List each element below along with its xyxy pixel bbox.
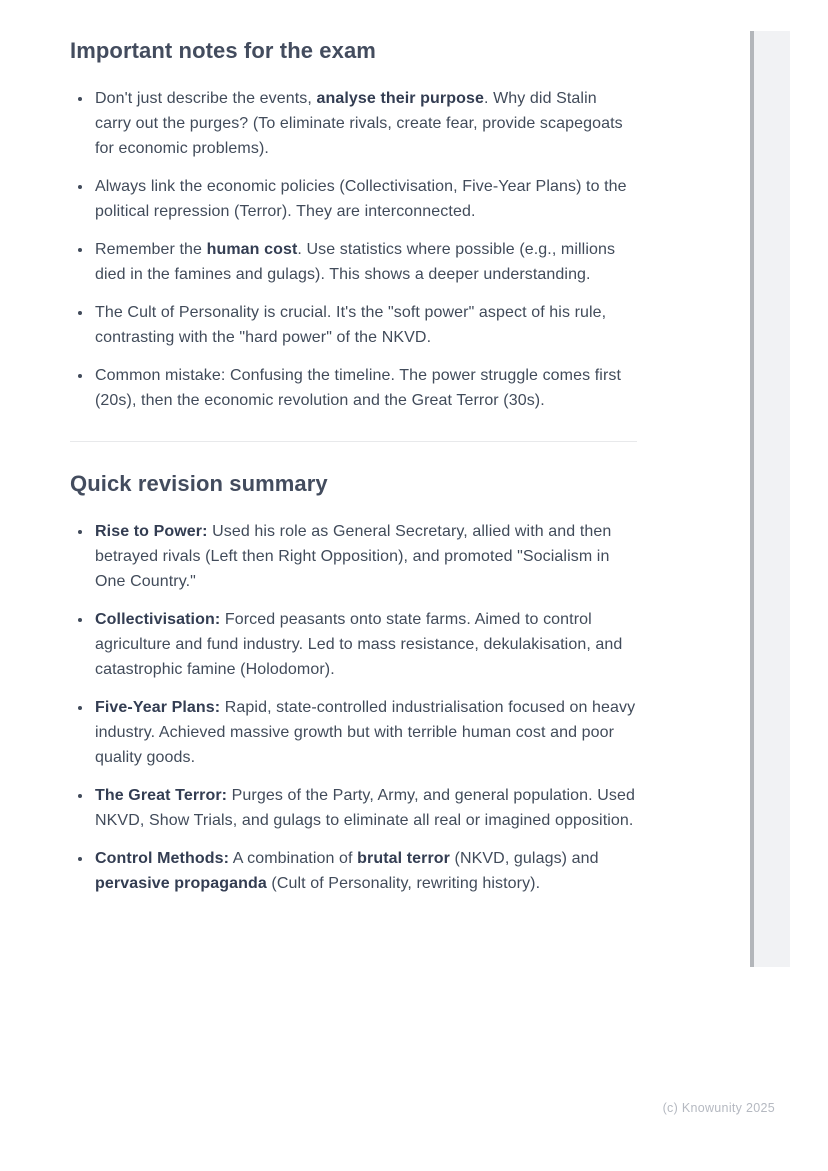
list-item-text: Don't just describe the events, analyse their purpose. Why did Stalin carry out the purges? (To eliminate rivals, create fear, provide scapegoats for economic problems).: [95, 90, 623, 157]
bullet-icon: [78, 374, 82, 378]
list-item-text: Always link the economic policies (Collectivisation, Five-Year Plans) to the political repression (Terror). They are interconnected.: [95, 178, 627, 220]
bullet-icon: [78, 857, 82, 861]
notes-content: [70, 38, 637, 896]
list-item: [70, 519, 637, 594]
bullet-icon: [78, 97, 82, 101]
list-item: [70, 607, 637, 682]
list-item: [70, 363, 637, 413]
list-item: [70, 783, 637, 833]
list-item-text: Collectivisation: Forced peasants onto state farms. Aimed to control agriculture and fund industry. Led to mass resistance, dekulakisation, and catastrophic famine (Holodomor).: [95, 611, 623, 678]
list-item: [70, 86, 637, 161]
section-heading-exam-notes: Important notes for the exam: [70, 38, 376, 63]
list-item: [70, 237, 637, 287]
revision-summary-list: [70, 519, 637, 896]
bullet-icon: [78, 311, 82, 315]
scrollbar-track[interactable]: [750, 31, 790, 967]
bullet-icon: [78, 248, 82, 252]
list-item: [70, 300, 637, 350]
list-item: [70, 846, 637, 896]
list-item-text: The Great Terror: Purges of the Party, Army, and general population. Used NKVD, Show Trials, and gulags to eliminate all real or imagined opposition.: [95, 787, 636, 829]
bullet-icon: [78, 530, 82, 534]
bullet-icon: [78, 618, 82, 622]
bullet-icon: [78, 706, 82, 710]
list-item: [70, 695, 637, 770]
list-item: [70, 174, 637, 224]
list-item-text: Five-Year Plans: Rapid, state-controlled industrialisation focused on heavy industry. Achieved massive growth but with terrible human cost and poor quality goods.: [95, 699, 636, 766]
bullet-icon: [78, 794, 82, 798]
list-item-text: Common mistake: Confusing the timeline. The power struggle comes first (20s), then the economic revolution and the Great Terror (30s).: [95, 367, 622, 409]
footer-credit: (c) Knowunity 2025: [662, 1101, 775, 1115]
exam-notes-list: [70, 86, 637, 413]
list-item-text: Control Methods: A combination of brutal terror (NKVD, gulags) and pervasive propaganda (Cult of Personality, rewriting history).: [95, 850, 599, 892]
section-heading-revision-summary: Quick revision summary: [70, 471, 328, 496]
section-divider: [70, 441, 637, 442]
list-item-text: Rise to Power: Used his role as General Secretary, allied with and then betrayed rivals (Left then Right Opposition), and promoted "Socialism in One Country.": [95, 523, 612, 590]
list-item-text: Remember the human cost. Use statistics where possible (e.g., millions died in the famines and gulags). This shows a deeper understanding.: [95, 241, 616, 283]
bullet-icon: [78, 185, 82, 189]
list-item-text: The Cult of Personality is crucial. It's the "soft power" aspect of his rule, contrasting with the "hard power" of the NKVD.: [95, 304, 607, 346]
scrollbar-thumb[interactable]: [750, 31, 754, 967]
